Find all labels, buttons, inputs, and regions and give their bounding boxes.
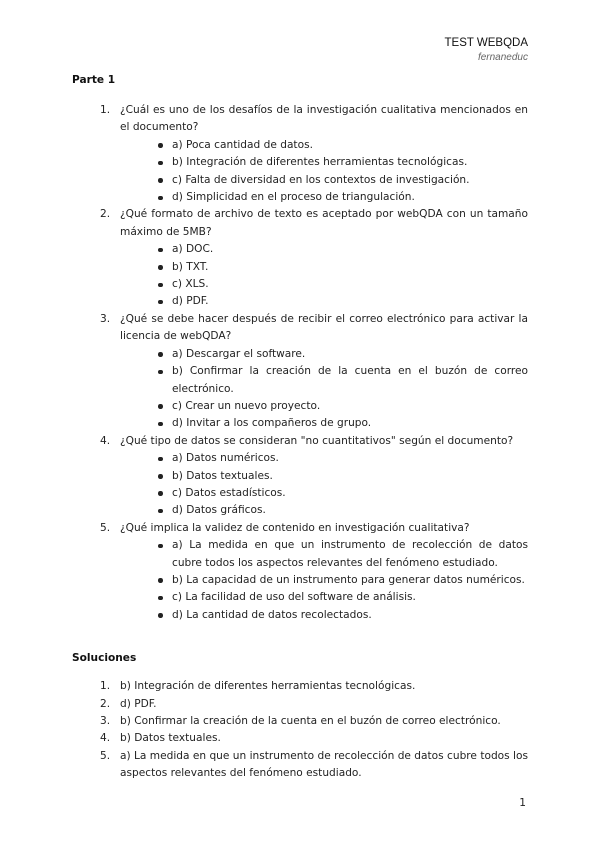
option-item: c) Crear un nuevo proyecto. — [120, 398, 528, 415]
option-item: a) DOC. — [120, 241, 528, 258]
question-number: 5. — [100, 521, 111, 534]
option-item: c) Datos estadísticos. — [120, 485, 528, 502]
option-item: a) Poca cantidad de datos. — [120, 137, 528, 154]
option-list — [120, 241, 528, 311]
solution-text: a) La medida en que un instrumento de recolección de datos cubre todos los aspectos relevantes del fenómeno estudiado. — [120, 749, 528, 780]
question-text: ¿Cuál es uno de los desafíos de la investigación cualitativa mencionados en el documento? — [120, 104, 528, 134]
solution-item — [72, 730, 528, 747]
solution-item — [72, 696, 528, 713]
option-item: a) Datos numéricos. — [120, 450, 528, 467]
question-item — [72, 433, 528, 520]
part-title: Parte 1 — [72, 74, 116, 86]
option-item: b) Confirmar la creación de la cuenta en el buzón de correo electrónico. — [120, 363, 528, 398]
solution-text: b) Integración de diferentes herramientas tecnológicas. — [120, 680, 416, 693]
solution-number: 3. — [100, 715, 111, 727]
solution-text: b) Datos textuales. — [120, 732, 221, 745]
document-title: TEST WEBQDA — [444, 37, 528, 49]
option-item: a) Descargar el software. — [120, 346, 528, 363]
option-item: d) La cantidad de datos recolectados. — [120, 607, 528, 624]
solution-item — [72, 678, 528, 695]
question-number: 2. — [100, 208, 111, 221]
solution-number: 4. — [100, 732, 111, 745]
question-item — [72, 206, 528, 310]
option-item: b) Integración de diferentes herramientas tecnológicas. — [120, 154, 528, 171]
question-list — [72, 102, 528, 624]
option-item: a) La medida en que un instrumento de recolección de datos cubre todos los aspectos relevantes del fenómeno estudiado. — [120, 537, 528, 572]
solution-text: d) PDF. — [120, 697, 157, 710]
question-text: ¿Qué formato de archivo de texto es aceptado por webQDA con un tamaño máximo de 5MB? — [120, 208, 528, 238]
option-list — [120, 346, 528, 433]
question-text: ¿Qué tipo de datos se consideran "no cuantitativos" según el documento? — [120, 434, 514, 447]
option-list — [120, 450, 528, 520]
question-item — [72, 520, 528, 624]
option-item: c) Falta de diversidad en los contextos de investigación. — [120, 172, 528, 189]
question-item — [72, 311, 528, 433]
page-header — [445, 36, 529, 65]
option-list — [120, 537, 528, 624]
option-item: d) Invitar a los compañeros de grupo. — [120, 415, 528, 432]
option-item: b) Datos textuales. — [120, 468, 528, 485]
solution-number: 5. — [100, 749, 111, 762]
option-item: c) La facilidad de uso del software de análisis. — [120, 589, 528, 606]
solution-text: b) Confirmar la creación de la cuenta en el buzón de correo electrónico. — [120, 715, 501, 727]
option-item: c) XLS. — [120, 276, 528, 293]
document-body — [72, 72, 528, 783]
page-number: 1 — [519, 797, 526, 809]
option-item: b) TXT. — [120, 259, 528, 276]
solution-item — [72, 748, 528, 783]
solution-number: 1. — [100, 680, 111, 693]
option-item: d) Datos gráficos. — [120, 502, 528, 519]
document-author: fernaneduc — [477, 52, 528, 63]
option-item: d) Simplicidad en el proceso de triangulación. — [120, 189, 528, 206]
solution-number: 2. — [100, 697, 111, 710]
solution-list — [72, 678, 528, 782]
question-item — [72, 102, 528, 206]
option-item: d) PDF. — [120, 293, 528, 310]
question-text: ¿Qué se debe hacer después de recibir el correo electrónico para activar la licencia de webQDA? — [120, 312, 528, 343]
question-number: 3. — [100, 312, 111, 325]
question-number: 4. — [100, 434, 111, 447]
option-item: b) La capacidad de un instrumento para generar datos numéricos. — [120, 572, 528, 589]
solutions-title: Soluciones — [72, 652, 137, 665]
solution-item — [72, 713, 528, 730]
question-text: ¿Qué implica la validez de contenido en investigación cualitativa? — [120, 521, 470, 534]
question-number: 1. — [100, 104, 111, 116]
option-list — [120, 137, 528, 207]
